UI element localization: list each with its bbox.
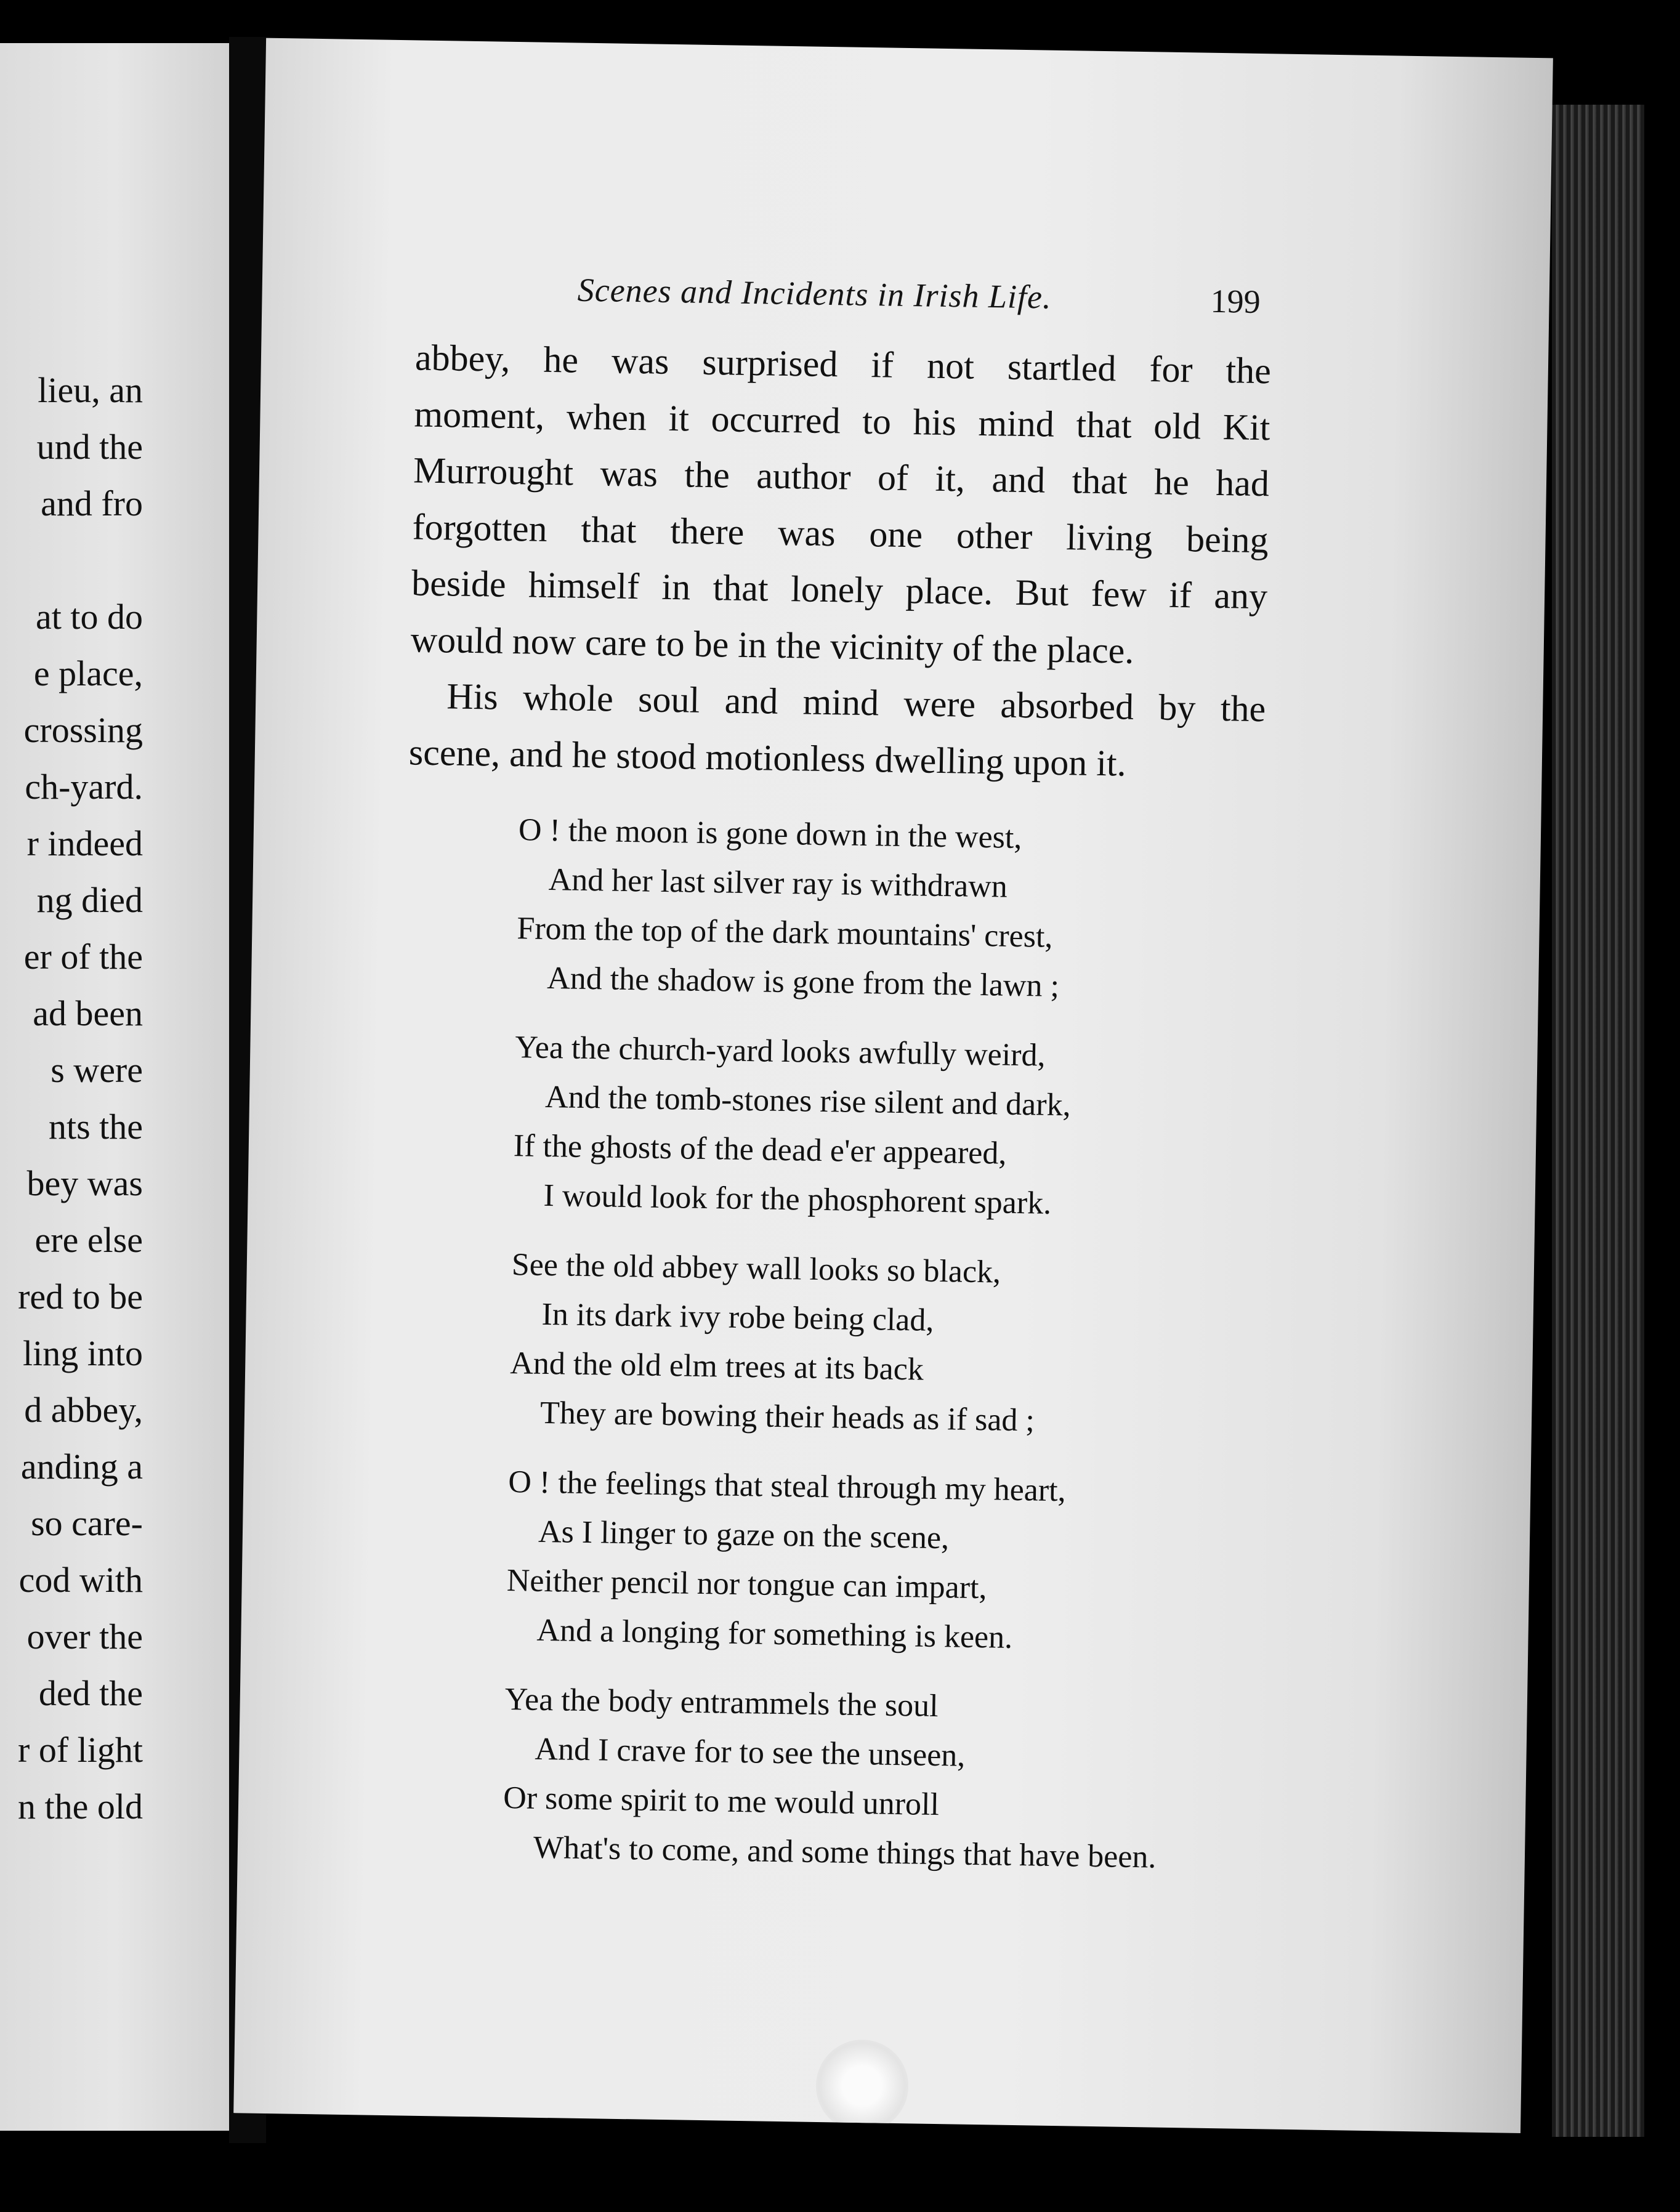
verse-line: And the old elm trees at its back: [509, 1346, 924, 1387]
paper-stain: [815, 2039, 909, 2133]
left-page-line: r of light: [18, 1730, 143, 1770]
verse-line: I would look for the phosphorent spark.: [543, 1177, 1052, 1221]
stanza: [506, 1458, 1186, 1665]
left-page-line: so care-: [31, 1503, 143, 1543]
left-page-line: n the old: [18, 1786, 143, 1827]
stanza: [502, 1675, 1182, 1883]
text-line: Murrought was the author of it, and that he had: [413, 450, 1270, 504]
verse-line: And a longing for something is keen.: [536, 1612, 1013, 1655]
left-page-line: over the: [26, 1617, 143, 1657]
left-page-line: lieu, an: [38, 370, 143, 410]
text-line: forgotten that there was one other living being: [412, 506, 1269, 560]
verse-line: Yea the church-yard looks awfully weird,: [514, 1030, 1046, 1073]
verse-line: Or some spirit to me would unroll: [503, 1780, 940, 1823]
text-line: His whole soul and mind were absorbed by the: [446, 676, 1266, 730]
verse-line: As I linger to gaze on the scene,: [538, 1514, 950, 1556]
page-edges: [1552, 105, 1644, 2137]
left-page-line: at to do: [36, 597, 143, 637]
verse-line: And her last silver ray is withdrawn: [548, 862, 1008, 905]
page-number: 199: [1210, 282, 1261, 320]
text-line: would now care to be in the vicinity of the place.: [410, 618, 1134, 671]
verse-line: And the shadow is gone from the lawn ;: [546, 960, 1060, 1004]
verse-line: They are bowing their heads as if sad ;: [539, 1395, 1035, 1439]
left-page-line: er of the: [23, 937, 143, 977]
left-page-line: s were: [50, 1050, 143, 1090]
left-page-line: d abbey,: [24, 1390, 143, 1430]
left-page-line: r indeed: [26, 823, 143, 863]
text-line: abbey, he was surprised if not startled for the: [414, 337, 1272, 392]
left-page-line: und the: [36, 427, 143, 467]
left-page-line: nts the: [48, 1107, 143, 1147]
left-page-line: ling into: [23, 1333, 143, 1373]
stanza: [516, 805, 1197, 1013]
verse-line: And I crave for to see the unseen,: [535, 1731, 966, 1774]
poem: [502, 805, 1197, 1903]
left-page-line: crossing: [23, 710, 143, 750]
text-line: moment, when it occurred to his mind that old Kit: [414, 393, 1270, 448]
stanza: [512, 1023, 1193, 1230]
prose-body: [408, 329, 1271, 794]
text-line: beside himself in that lonely place. But few if any: [411, 562, 1268, 617]
left-page-line: anding a: [20, 1447, 143, 1487]
stanza: [509, 1240, 1189, 1448]
verse-line: Yea the body entrammels the soul: [504, 1682, 939, 1724]
verse-line: O ! the feelings that steal through my heart,: [507, 1464, 1067, 1509]
right-page: [233, 38, 1553, 2133]
verse-line: O ! the moon is gone down in the west,: [518, 812, 1022, 856]
verse-line: See the old abbey wall looks so black,: [511, 1247, 1001, 1290]
paragraph: [410, 329, 1271, 681]
left-page-line: and fro: [41, 483, 143, 523]
verse-line: And the tomb-stones rise silent and dark,: [544, 1079, 1072, 1123]
text-line: scene, and he stood motionless dwelling upon it.: [408, 731, 1127, 784]
left-page-line: red to be: [18, 1277, 143, 1317]
verse-line: Neither pencil nor tongue can impart,: [506, 1563, 987, 1606]
left-page: [0, 43, 229, 2131]
left-page-line: ad been: [33, 993, 143, 1033]
left-page-line: bey was: [26, 1163, 143, 1203]
left-page-line: ded the: [38, 1673, 143, 1713]
verse-line: In its dark ivy robe being clad,: [541, 1296, 934, 1338]
left-page-line: cod with: [18, 1560, 143, 1600]
verse-line: If the ghosts of the dead e'er appeared,: [513, 1128, 1007, 1171]
running-head: Scenes and Incidents in Irish Life.: [577, 271, 1052, 316]
verse-line: From the top of the dark mountains' crest,: [517, 911, 1053, 955]
left-page-line: ng died: [36, 880, 143, 920]
paragraph: [408, 668, 1266, 794]
left-page-line: ere else: [34, 1220, 143, 1260]
left-page-line: ch-yard.: [25, 767, 143, 807]
verse-line: What's to come, and some things that have been.: [533, 1830, 1157, 1875]
left-page-line: e place,: [33, 653, 143, 693]
